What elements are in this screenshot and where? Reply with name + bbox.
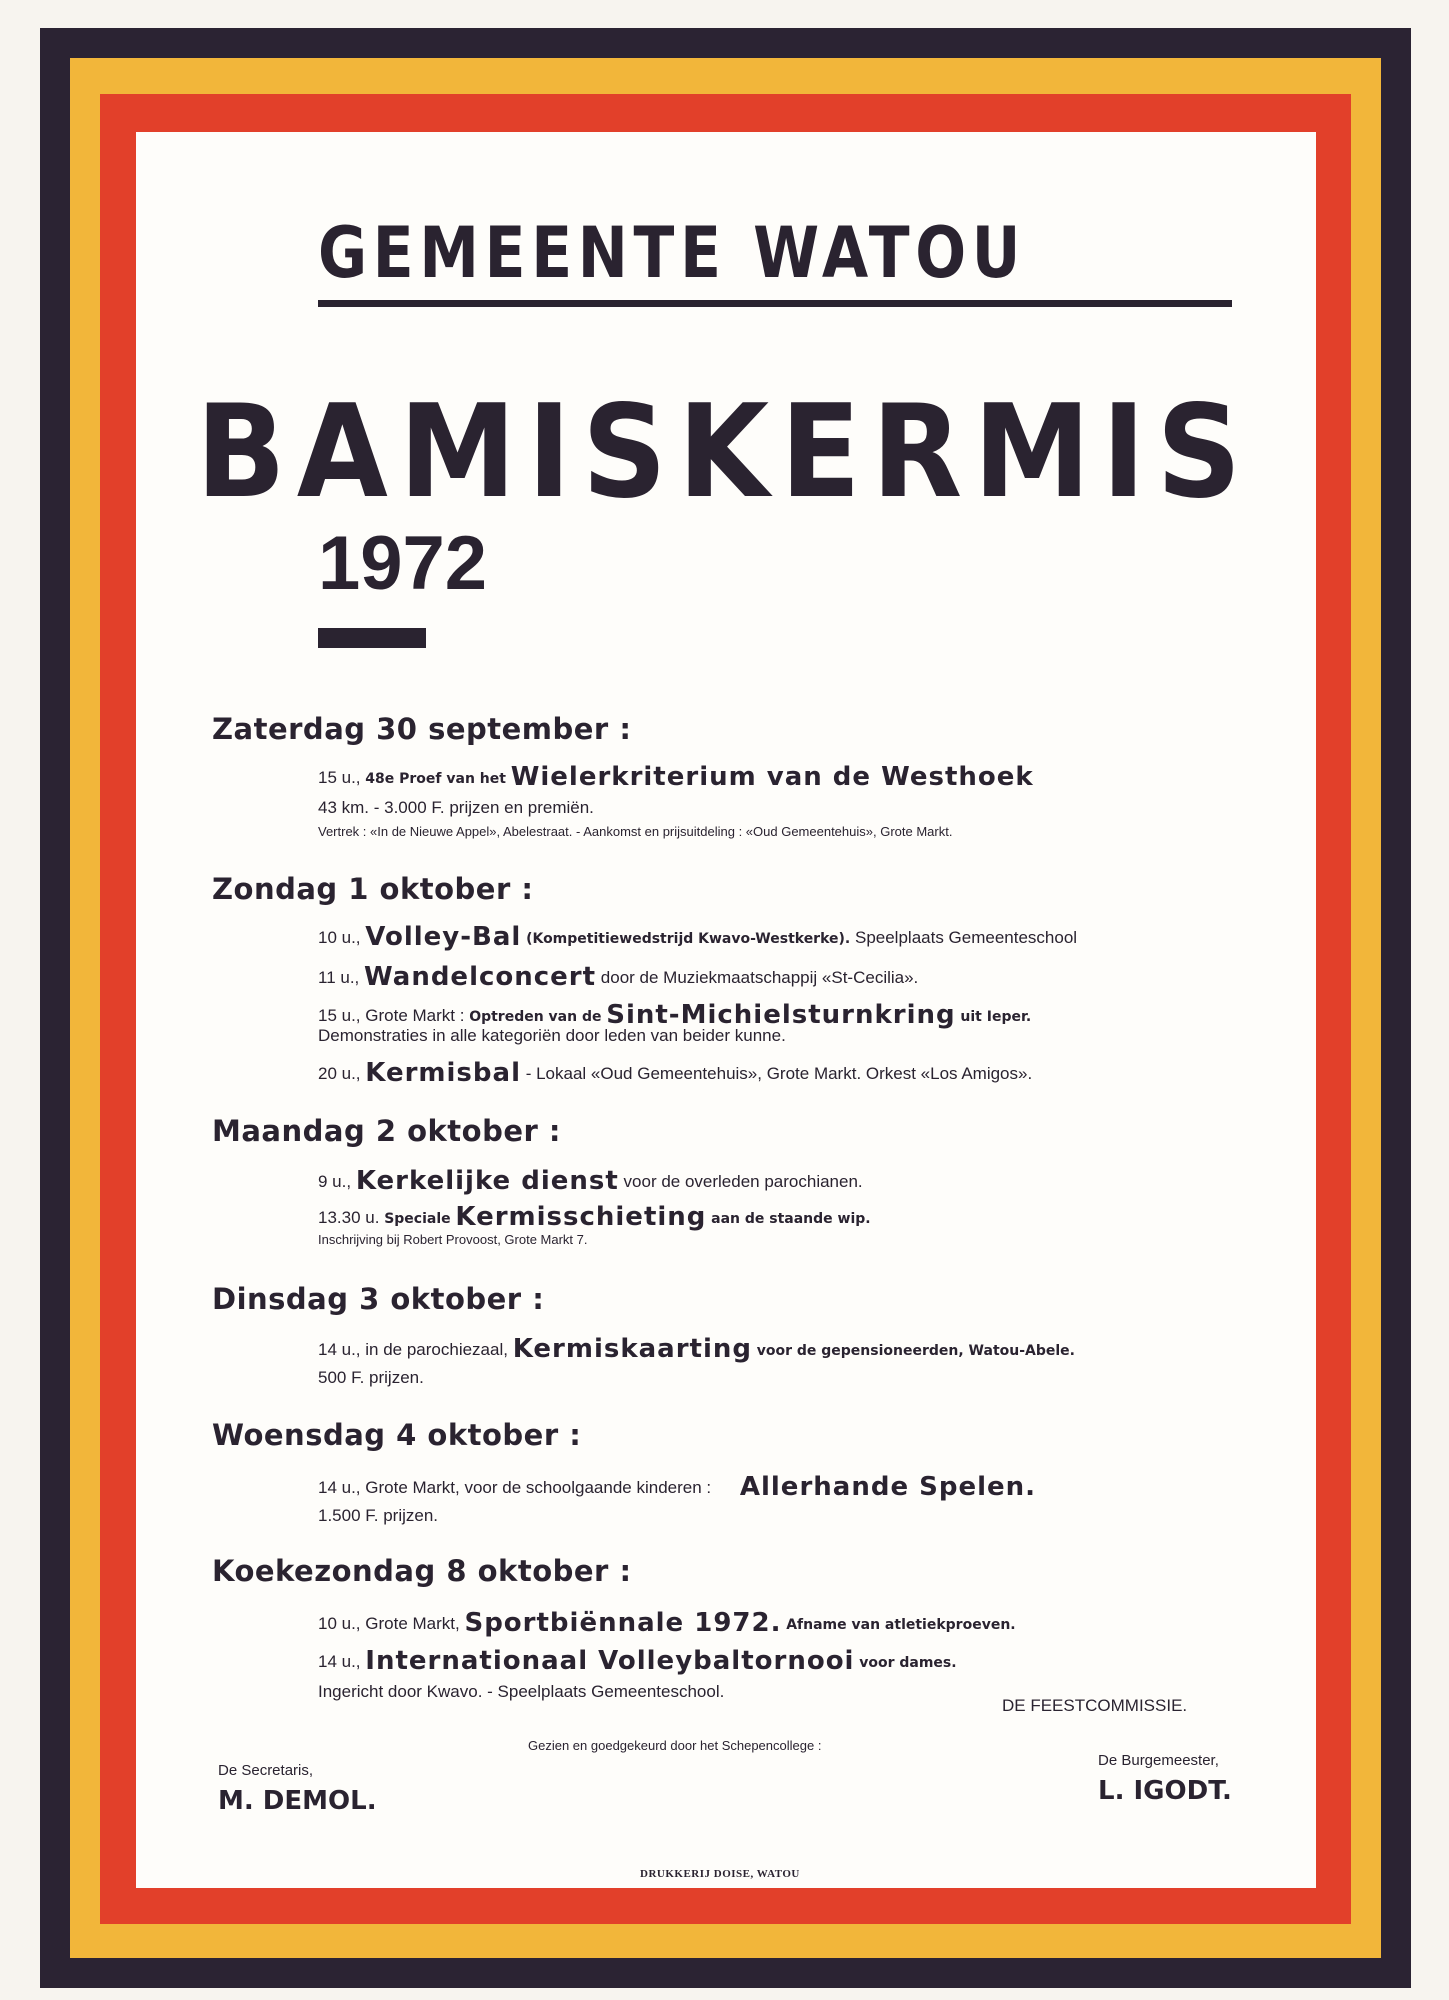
program-line: 15 u., Grote Markt : Optreden van de Sint-Michielsturnkring uit Ieper.: [318, 1000, 1032, 1030]
mayor-label: De Burgemeester,: [1098, 1752, 1219, 1769]
program-line: 500 F. prijzen.: [318, 1368, 424, 1387]
program-line: Ingericht door Kwavo. - Speelplaats Gemeenteschool.: [318, 1682, 725, 1701]
event-title: BAMISKERMIS: [196, 378, 1253, 527]
municipality-title: GEMEENTE WATOU: [318, 212, 1027, 294]
day-title-zaterdag: Zaterdag 30 september :: [212, 712, 632, 746]
program-line: 10 u., Volley-Bal (Kompetitiewedstrijd Kwavo-Westkerke). Speelplaats Gemeenteschool: [318, 922, 1078, 952]
program-line: 1.500 F. prijzen.: [318, 1506, 439, 1525]
program-line: 14 u., Grote Markt, voor de schoolgaande kinderen : Allerhande Spelen.: [318, 1472, 1037, 1502]
committee-signature: DE FEESTCOMMISSIE.: [1002, 1696, 1188, 1715]
printer-credit: DRUKKERIJ DOISE, WATOU: [640, 1868, 800, 1880]
program-line: 14 u., Internationaal Volleybaltornooi voor dames.: [318, 1646, 957, 1676]
day-title-dinsdag: Dinsdag 3 oktober :: [212, 1282, 545, 1316]
program-line: 9 u., Kerkelijke dienst voor de overleden parochianen.: [318, 1166, 863, 1196]
secretary-label: De Secretaris,: [218, 1762, 314, 1779]
year-bar: [318, 628, 426, 648]
secretary-name: M. DEMOL.: [218, 1786, 377, 1816]
mayor-name: L. IGODT.: [1098, 1776, 1232, 1806]
title-underline: [318, 300, 1232, 307]
program-line: 20 u., Kermisbal - Lokaal «Oud Gemeentehuis», Grote Markt. Orkest «Los Amigos».: [318, 1058, 1033, 1088]
program-line: Demonstraties in alle kategoriën door leden van beider kunne.: [318, 1026, 786, 1045]
program-line: 11 u., Wandelconcert door de Muziekmaatschappij «St-Cecilia».: [318, 962, 919, 992]
program-line: 43 km. - 3.000 F. prijzen en premiën.: [318, 798, 594, 817]
approval-note: Gezien en goedgekeurd door het Schepencollege :: [528, 1738, 822, 1753]
day-title-woensdag: Woensdag 4 oktober :: [212, 1418, 582, 1452]
day-title-zondag: Zondag 1 oktober :: [212, 872, 534, 906]
program-line: 10 u., Grote Markt, Sportbiënnale 1972. Afname van atletiekproeven.: [318, 1608, 1016, 1638]
program-line: Vertrek : «In de Nieuwe Appel», Abelestraat. - Aankomst en prijsuitdeling : «Oud Gemeentehuis», Grote Markt.: [318, 824, 953, 839]
program-line: 15 u., 48e Proef van het Wielerkriterium van de Westhoek: [318, 762, 1034, 792]
day-title-maandag: Maandag 2 oktober :: [212, 1114, 562, 1148]
event-year: 1972: [318, 521, 488, 606]
program-line: 13.30 u. Speciale Kermisschieting aan de staande wip.: [318, 1202, 871, 1232]
program-line: 14 u., in de parochiezaal, Kermiskaarting voor de gepensioneerden, Watou-Abele.: [318, 1334, 1075, 1364]
program-line: Inschrijving bij Robert Provoost, Grote Markt 7.: [318, 1232, 588, 1247]
day-title-koekezondag: Koekezondag 8 oktober :: [212, 1554, 632, 1588]
